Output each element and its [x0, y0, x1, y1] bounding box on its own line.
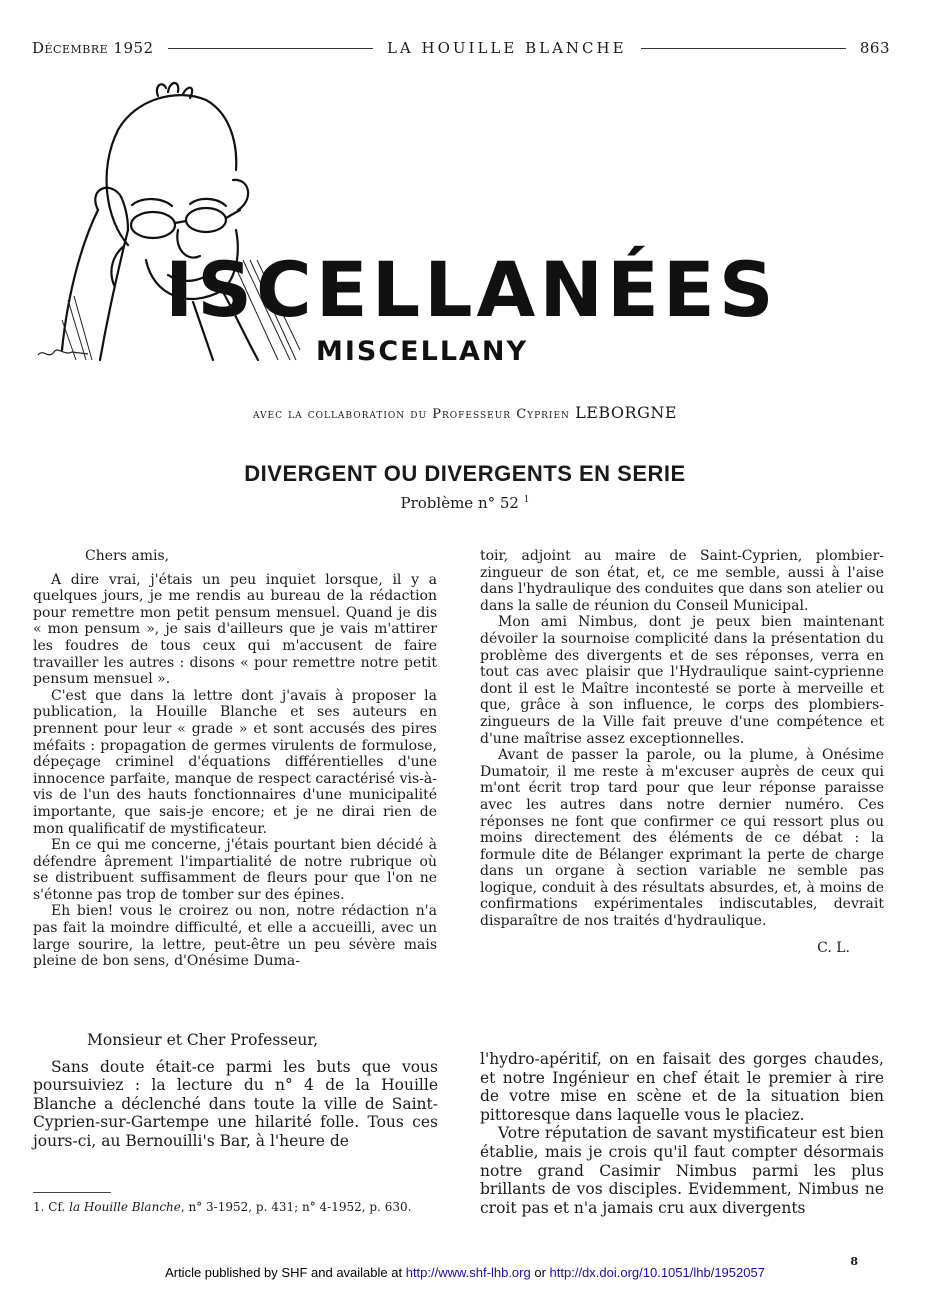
paragraph: Votre réputation de savant mystificateur est bien établie, mais je crois qu'il faut compter désormais notre grand Casimir Nimbus parmi les plus brillants de vos disciples. Evidemment, Nimbus ne croit pas et n'a jamais cru aux divergents — [480, 1124, 884, 1217]
headline: ISCELLANÉES — [165, 245, 778, 334]
problem-label: Problème n° 52 — [400, 494, 519, 512]
journal-name: LA HOUILLE BLANCHE — [386, 39, 627, 57]
column-right-top — [480, 548, 884, 956]
paragraph: C'est que dans la lettre dont j'avais à proposer la publication, la Houille Blanche et ses auteurs en prennent pour leur « grade » et sont accusés des pires méfaits : propagation de germes virulents de formulose, dépeçage criminel d'équations différentielles d'une innocence parfaite, manque de respect caractérisé vis-à-vis de l'un des hauts fonctionnaires d'une municipalité importante, que sais-je encore; et je ne dirai rien de mon qualificatif de mystificateur. — [33, 687, 437, 837]
column-right-bottom — [480, 1050, 884, 1217]
footnote-rule — [33, 1192, 111, 1193]
doi-link[interactable]: http://dx.doi.org/10.1051/lhb/1952057 — [549, 1265, 765, 1280]
publication-notice — [0, 1265, 930, 1280]
paragraph: Sans doute était-ce parmi les buts que vous poursuiviez : la lecture du n° 4 de la Houille Blanche a déclenché dans toute la ville de Saint-Cyprien-sur-Gartempe une hilarité folle. Tous ces jours-ci, au Bernouilli's Bar, à l'heure de — [33, 1057, 438, 1150]
collaboration-line — [0, 403, 930, 422]
paragraph: l'hydro-apéritif, on en faisait des gorges chaudes, et notre Ingénieur en chef était le premier à rire de votre mise en scène et de la situation bien pittoresque dans laquelle vous le placiez. — [480, 1050, 884, 1124]
publication-text: Article published by SHF and available at — [165, 1265, 403, 1280]
header-rule-left — [168, 48, 373, 49]
shf-link[interactable]: http://www.shf-lhb.org — [405, 1265, 531, 1280]
publication-or: or — [534, 1265, 546, 1280]
paragraph: Eh bien! vous le croirez ou non, notre rédaction n'a pas fait la moindre difficulté, et elle a accueilli, avec un large sourire, la lettre, peut-être un peu sévère mais pleine de bon sens, d'Onésime Duma- — [33, 903, 437, 970]
footnote-prefix: Cf. — [48, 1200, 66, 1214]
footnote-ref: 1 — [523, 495, 530, 505]
subheadline: MISCELLANY — [316, 336, 529, 367]
page-number: 863 — [859, 39, 891, 57]
header-rule-right — [641, 48, 846, 49]
footnote — [33, 1200, 438, 1215]
paragraph: A dire vrai, j'étais un peu inquiet lorsque, il y a quelques jours, je me rendis au bureau de la rédaction pour remettre mon petit pensum mensuel. Quand je dis « mon pensum », je sais d'ailleurs que je vais m'attirer les foudres de tous ceux qui m'accusent de faire travailler les autres : disons « pour remettre notre petit pensum mensuel ». — [33, 571, 437, 688]
paragraph: En ce qui me concerne, j'étais pourtant bien décidé à défendre âprement l'impartialité de notre rubrique où se distribuent suffisamment de fleurs pour que l'on ne s'étonne pas trop de tomber sur des épines. — [33, 837, 437, 903]
letter-salutation: Monsieur et Cher Professeur, — [87, 1031, 319, 1049]
signoff-initials: C. L. — [817, 939, 850, 956]
collaborator-name: LEBORGNE — [575, 403, 678, 422]
article-title: DIVERGENT OU DIVERGENTS EN SERIE — [244, 461, 686, 486]
paragraph: Avant de passer la parole, ou la plume, à Onésime Dumatoir, il me reste à m'excuser auprès de ceux qui m'ont écrit trop tard pour que leur réponse paraisse avec les autres dans notre dernier numéro. Ces réponses ne font que confirmer ce qui ressort plus ou moins directement des éléments de ce débat : la formule dite de Bélanger exprimant la perte de charge dans un organe à section variable ne semble pas logique, conduit à des résultats absurdes, et, à moins de confirmations expérimentales indiscutables, devrait disparaître de nos traités d'hydraulique. — [480, 747, 884, 930]
footnote-journal: la Houille Blanche — [69, 1200, 181, 1214]
issue-date: Décembre 1952 — [32, 39, 154, 57]
collaboration-prefix: avec la collaboration du Professeur Cyprien — [252, 407, 570, 422]
paragraph: Mon ami Nimbus, dont je peux bien maintenant dévoiler la sournoise complicité dans la présentation du problème des divergents et de ses réponses, verra en tout cas avec plaisir que l'Hydraulique saint-cyprienne dont il est le Maître incontesté se porte à merveille et que, grâce à son influence, le corps des plombiers-zingueurs de la Ville fait preuve d'une compétence et d'une maîtrise assez exceptionnelles. — [480, 614, 884, 747]
running-head — [32, 38, 890, 58]
column-left-top — [33, 548, 437, 970]
salutation: Chers amis, — [85, 548, 170, 564]
footnote-number: 1. — [33, 1200, 45, 1214]
page-mark: 8 — [850, 1255, 858, 1268]
column-left-bottom — [33, 1031, 438, 1151]
footnote-citation: , n° 3-1952, p. 431; n° 4-1952, p. 630. — [180, 1200, 412, 1214]
paragraph: toir, adjoint au maire de Saint-Cyprien, plombier-zingueur de son état, et, ce me semble, aussi à l'aise dans l'hydraulique des conduites que dans son atelier ou dans la salle de réunion du Conseil Municipal. — [480, 548, 884, 614]
problem-number — [0, 494, 930, 512]
